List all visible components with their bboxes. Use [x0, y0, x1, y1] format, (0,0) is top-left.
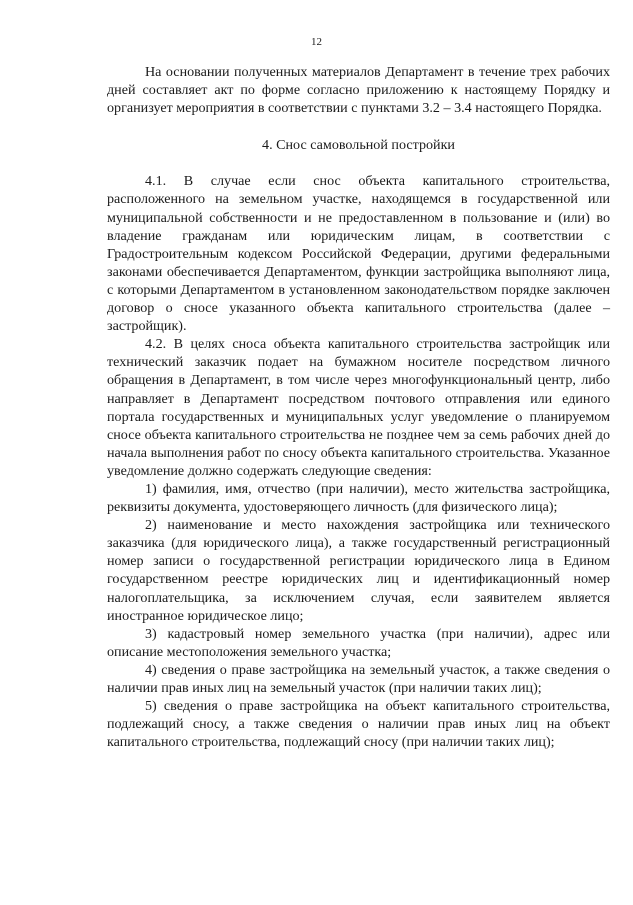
intro-paragraph: На основании полученных материалов Департамент в течение трех рабочих дней составляет акт по форме согласно приложению к настоящему Порядку и организует мероприятия в соответствии с пунктами 3.2 – 3.4 настоящего Порядка. [107, 64, 610, 117]
paragraph-4-1: 4.1. В случае если снос объекта капитального строительства, расположенного на земельном участке, находящемся в государственной или муниципальной собственности и не предоставленном в пользование и (или) во владение гражданам или юридическим лицам, в соответствии с Градостроительным кодексом Российской Федерации, другими федеральными законами обеспечивается Департаментом, функции застройщика выполняют лица, с которыми Департаментом в установленном законодательством порядке заключен договор о сносе указанного объекта капитального строительства (далее – застройщик). [107, 173, 610, 335]
list-item-4: 4) сведения о праве застройщика на земельный участок, а также сведения о наличии прав иных лиц на земельный участок (при наличии таких лиц); [107, 661, 610, 696]
list-item-1: 1) фамилия, имя, отчество (при наличии), место жительства застройщика, реквизиты документа, удостоверяющего личность (для физического лица); [107, 480, 610, 516]
paragraph-4-2: 4.2. В целях сноса объекта капитального строительства застройщик или технический заказчик подает на бумажном носителе посредством личного обращения в Департамент, в том числе через многофункциональный центр, либо направляет в Департамент посредством почтового отправления или единого портала государственных и муниципальных услуг уведомление о планируемом сносе объекта капитального строительства не позднее чем за семь рабочих дней до начала выполнения работ по сносу объекта капитального строительства. Указанное уведомление должно содержать следующие сведения: [107, 336, 610, 479]
document-body [107, 63, 610, 751]
list-item-5: 5) сведения о праве застройщика на объект капитального строительства, подлежащий сносу, а также сведения о наличии прав иных лиц на объект капитального строительства, подлежащий сносу (при наличии таких лиц); [107, 698, 610, 751]
list-item-2: 2) наименование и место нахождения застройщика или технического заказчика (для юридического лица), а также государственный регистрационный номер записи о государственной регистрации юридического лица в Едином государственном реестре юридических лиц и идентификационный номер налогоплательщика, за исключением случая, если заявителем является иностранное юридическое лицо; [107, 517, 610, 624]
list-item-3: 3) кадастровый номер земельного участка (при наличии), адрес или описание местоположения земельного участка; [107, 625, 610, 660]
section-heading: 4. Снос самовольной постройки [262, 137, 455, 154]
page-number: 12 [311, 36, 322, 48]
